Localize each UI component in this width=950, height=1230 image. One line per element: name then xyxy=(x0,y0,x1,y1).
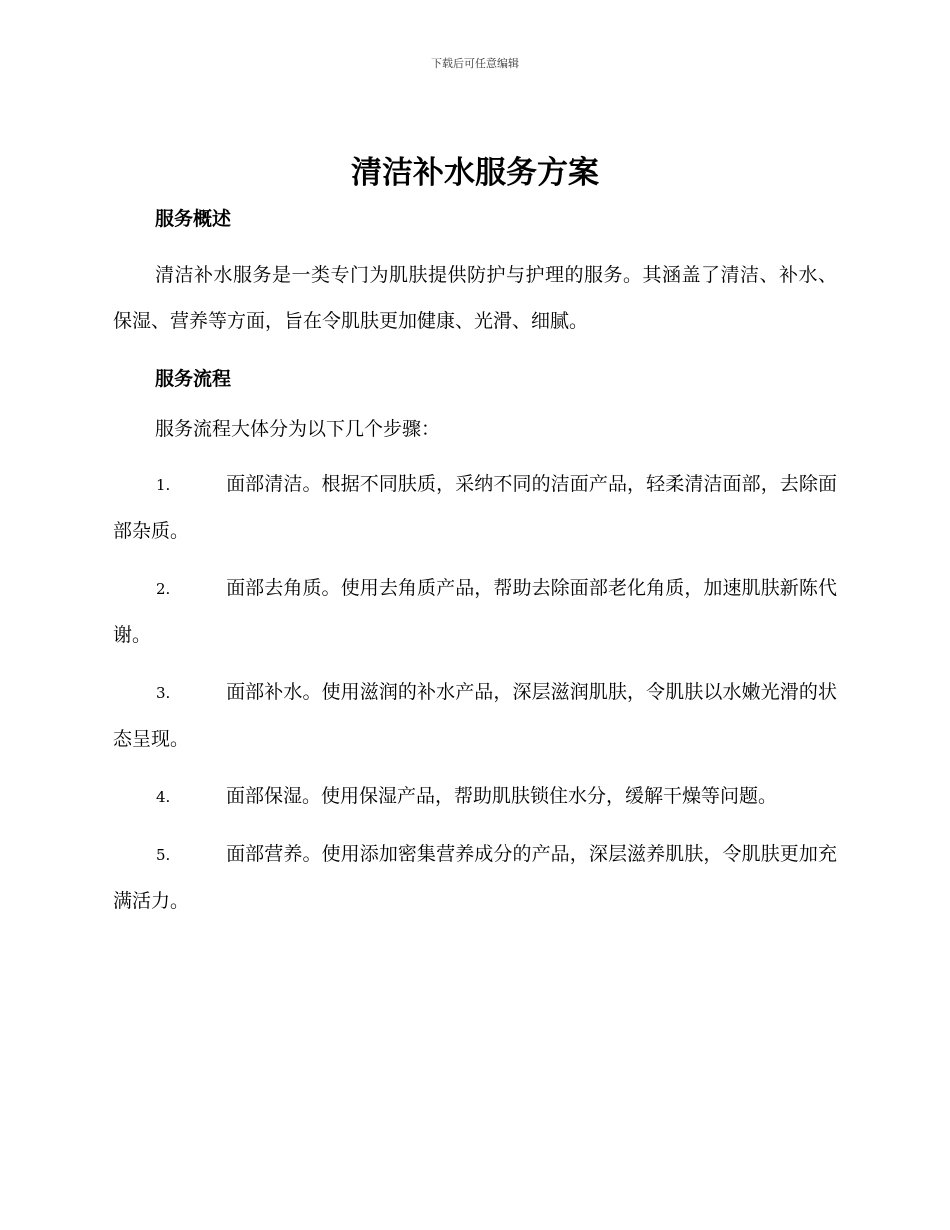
header-note: 下载后可任意编辑 xyxy=(431,57,519,70)
document-body xyxy=(113,150,837,924)
list-item-number: 5. xyxy=(156,846,171,864)
overview-paragraph: 清洁补水服务是一类专门为肌肤提供防护与护理的服务。其涵盖了清洁、补水、保湿、营养等方面，旨在令肌肤更加健康、光滑、细腻。 xyxy=(113,264,837,332)
process-intro: 服务流程大体分为以下几个步骤： xyxy=(155,418,441,440)
list-item xyxy=(113,669,837,762)
list-item-number: 1. xyxy=(156,476,171,494)
list-item-text: 面部去角质。使用去角质产品，帮助去除面部老化角质，加速肌肤新陈代谢。 xyxy=(113,577,837,646)
list-item xyxy=(113,831,837,924)
list-item-text: 面部补水。使用滋润的补水产品，深层滋润肌肤，令肌肤以水嫩光滑的状态呈现。 xyxy=(113,681,837,750)
list-item xyxy=(113,773,837,820)
list-item-number: 2. xyxy=(156,580,171,598)
section-heading-process: 服务流程 xyxy=(155,368,232,390)
list-item-number: 3. xyxy=(156,684,171,702)
document-title: 清洁补水服务方案 xyxy=(351,155,599,191)
list-item-number: 4. xyxy=(156,788,171,806)
list-item xyxy=(113,461,837,554)
section-heading-overview: 服务概述 xyxy=(155,208,232,230)
list-item xyxy=(113,565,837,658)
list-item-text: 面部营养。使用添加密集营养成分的产品，深层滋养肌肤，令肌肤更加充满活力。 xyxy=(113,843,837,912)
list-item-text: 面部保湿。使用保湿产品，帮助肌肤锁住水分，缓解干燥等问题。 xyxy=(226,785,778,807)
list-item-text: 面部清洁。根据不同肤质，采纳不同的洁面产品，轻柔清洁面部，去除面部杂质。 xyxy=(113,473,837,542)
